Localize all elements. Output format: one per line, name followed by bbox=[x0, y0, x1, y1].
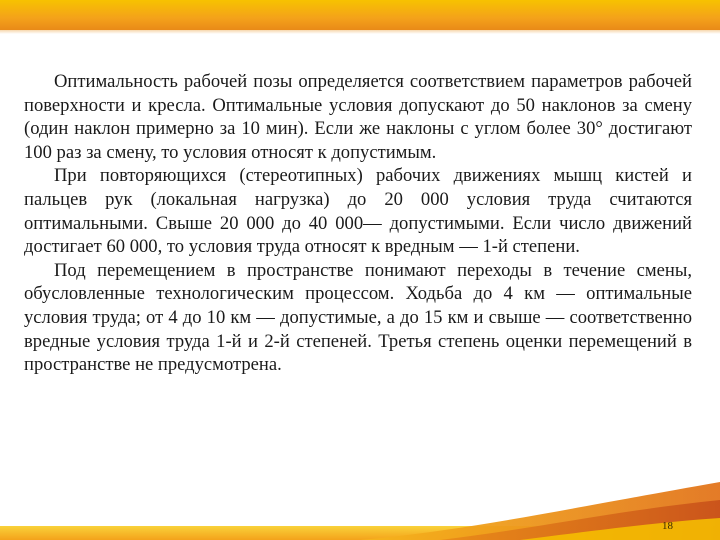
page-number: 18 bbox=[662, 520, 673, 532]
top-decorative-band bbox=[0, 0, 720, 30]
slide-body-text bbox=[24, 70, 692, 377]
top-band-shadow bbox=[0, 30, 720, 34]
paragraph-repetitive-movements: При повторяющихся (стереотипных) рабочих движениях мышц кистей и пальцев рук (локальная нагрузка) до 20 000 условия труда считаются оптимальными. Свыше 20 000 до 40 000— допустимыми. Если число движений достигает 60 000, то условия труда относят к вредным — 1-й степени. bbox=[24, 165, 692, 258]
paragraph-spatial-movement: Под перемещением в пространстве понимают переходы в течение смены, обусловленные технологическим процессом. Ходьба до 4 км — оптимальные условия труда; от 4 до 10 км — допустимые, а до 15 км и свыше — соответственно вредные условия труда 1-й и 2-й степеней. Третья степень оценки перемещений в пространстве не предусмотрена. bbox=[24, 259, 692, 376]
paragraph-working-posture: Оптимальность рабочей позы определяется соответствием параметров рабочей поверхности и кресла. Оптимальные условия допускают до 50 наклонов за смену (один наклон примерно за 10 мин). Если же наклоны с углом более 30° достигают 100 раз за смену, то условия относят к допустимым. bbox=[24, 71, 692, 163]
bottom-decorative-swoosh bbox=[0, 470, 720, 540]
